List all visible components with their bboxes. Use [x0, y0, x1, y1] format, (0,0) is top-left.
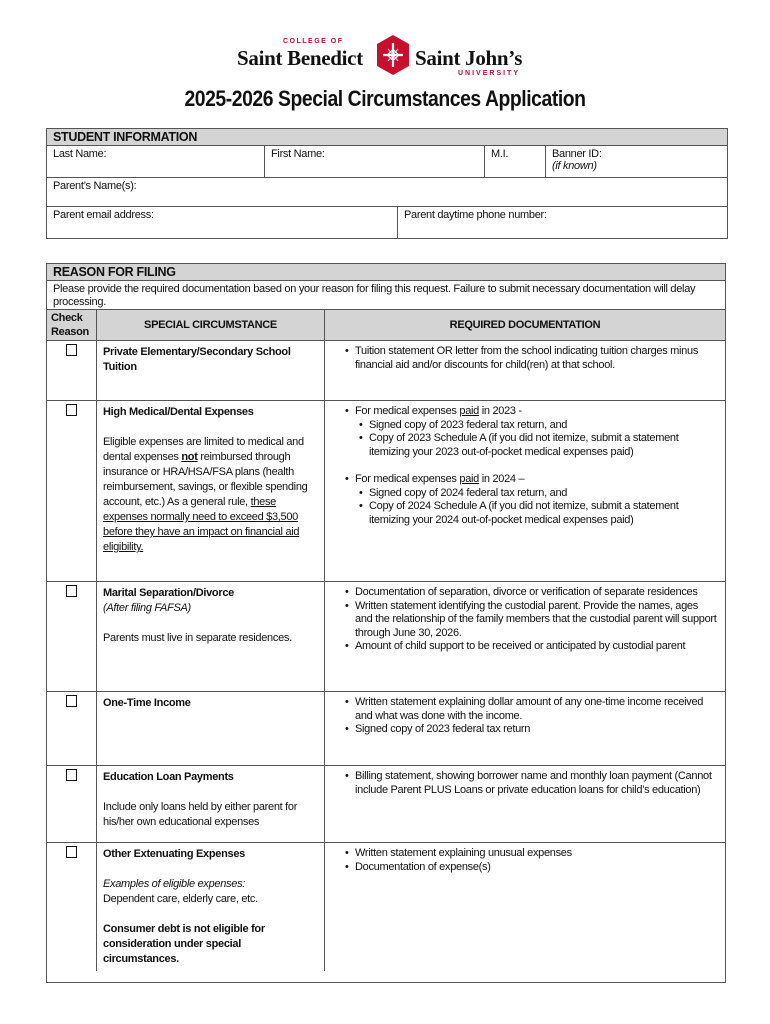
banner-id-hint: (if known) — [552, 160, 597, 172]
table-row — [47, 401, 725, 582]
table-row — [47, 692, 725, 766]
page-title: 2025-2026 Special Circumstances Application — [184, 86, 586, 111]
parents-name-row — [47, 178, 727, 207]
check-reason-header — [47, 310, 97, 340]
list-item: • Tuition statement OR letter from the school indicating tuition charges minus financial aid and/or discounts for child(ren) at that school. — [355, 345, 717, 372]
other-expenses-checkbox[interactable] — [66, 846, 77, 858]
logo — [0, 30, 770, 80]
last-name-label: Last Name: — [53, 148, 107, 160]
reason-header: REASON FOR FILING — [47, 264, 725, 281]
list-item: • Signed copy of 2024 federal tax return, and — [369, 487, 717, 501]
mi-label: M.I. — [491, 148, 509, 160]
logo-university: UNIVERSITY — [458, 70, 521, 77]
documentation-list — [345, 473, 717, 527]
circumstance-subtitle: (After filing FAFSA) — [103, 602, 191, 614]
list-item: • For medical expenses paid in 2023 - • Signed copy of 2023 federal tax return, and • Copy of 2023 Schedule A (if you did not itemize, submit a statement itemizing your 2023 out-of-pocket medical expenses paid) — [355, 405, 717, 459]
circumstance-title: Private Elementary/Secondary School Tuition — [97, 341, 325, 400]
medical-expenses-checkbox[interactable] — [66, 404, 77, 416]
examples-text: Dependent care, elderly care, etc. — [103, 893, 258, 905]
table-row — [47, 582, 725, 692]
table-row — [47, 341, 725, 401]
circumstance-description: Include only loans held by either parent for his/her own educational expenses — [103, 801, 298, 828]
student-information-header: STUDENT INFORMATION — [47, 129, 727, 146]
circumstance-title: High Medical/Dental Expenses — [103, 406, 254, 418]
parent-phone-field[interactable] — [398, 207, 727, 238]
list-item: • Documentation of expense(s) — [355, 861, 717, 875]
student-information-section — [46, 128, 728, 239]
documentation-list — [345, 586, 717, 654]
list-item: • For medical expenses paid in 2024 – • Signed copy of 2024 federal tax return, and • Copy of 2024 Schedule A (if you did not itemize, submit a statement itemizing your 2024 out-of-pocket medical expenses paid) — [355, 473, 717, 527]
documentation-list — [345, 345, 717, 372]
list-item: • Copy of 2023 Schedule A (if you did not itemize, submit a statement itemizing your 2023 out-of-pocket medical expenses paid) — [369, 432, 717, 459]
logo-college-of: COLLEGE OF — [283, 38, 344, 45]
mi-field[interactable] — [485, 146, 546, 177]
table-row — [47, 766, 725, 843]
name-row — [47, 146, 727, 178]
one-time-income-checkbox[interactable] — [66, 695, 77, 707]
list-item: • Written statement explaining unusual expenses — [355, 847, 717, 861]
documentation-list — [345, 770, 717, 797]
list-item: • Signed copy of 2023 federal tax return, and — [369, 419, 717, 433]
list-item: • Copy of 2024 Schedule A (if you did not itemize, submit a statement itemizing your 2024 out-of-pocket medical expenses paid) — [369, 500, 717, 527]
list-item: • Billing statement, showing borrower name and monthly loan payment (Cannot include Parent PLUS Loans or private education loans for child’s education) — [355, 770, 717, 797]
required-documentation-header: REQUIRED DOCUMENTATION — [449, 319, 601, 331]
education-loan-checkbox[interactable] — [66, 769, 77, 781]
examples-label: Examples of eligible expenses: — [103, 878, 246, 890]
list-item: • Amount of child support to be received or anticipated by custodial parent — [355, 640, 717, 654]
marital-separation-checkbox[interactable] — [66, 585, 77, 597]
table-row — [47, 843, 725, 971]
consumer-debt-note: Consumer debt is not eligible for consideration under special circumstances. — [103, 923, 265, 965]
check-header-line1: Check — [51, 312, 83, 324]
reason-for-filing-section — [46, 263, 726, 983]
private-tuition-checkbox[interactable] — [66, 344, 77, 356]
circumstance-title: Marital Separation/Divorce — [103, 587, 234, 599]
banner-id-field[interactable] — [546, 146, 727, 177]
parent-contact-row — [47, 207, 727, 238]
list-item: • Signed copy of 2023 federal tax return — [355, 723, 717, 737]
list-item: • Documentation of separation, divorce or verification of separate residences — [355, 586, 717, 600]
documentation-list — [345, 847, 717, 874]
shield-cross-icon — [375, 34, 411, 76]
documentation-list — [345, 696, 717, 737]
reason-intro: Please provide the required documentation based on your reason for filing this request. Failure to submit necessary documentation will delay processing. — [47, 281, 725, 310]
list-item: • Written statement explaining dollar amount of any one-time income received and what was done with the income. — [355, 696, 717, 723]
circumstance-title: Education Loan Payments — [103, 771, 234, 783]
first-name-field[interactable] — [265, 146, 485, 177]
last-name-field[interactable] — [47, 146, 265, 177]
logo-saint-johns: Saint John’s — [415, 46, 523, 70]
first-name-label: First Name: — [271, 148, 325, 160]
banner-id-label: Banner ID: — [552, 148, 602, 160]
special-circumstance-header: SPECIAL CIRCUMSTANCE — [97, 310, 325, 340]
check-header-line2: Reason — [51, 326, 89, 338]
table-header — [47, 310, 725, 341]
circumstance-title: Other Extenuating Expenses — [103, 848, 245, 860]
circumstance-description: Parents must live in separate residences. — [103, 632, 292, 644]
parents-name-field[interactable] — [47, 178, 727, 206]
parent-email-label: Parent email address: — [53, 209, 154, 221]
parent-phone-label: Parent daytime phone number: — [404, 209, 547, 221]
logo-saint-benedict: Saint Benedict — [237, 46, 363, 70]
list-item: • Written statement identifying the custodial parent. Provide the names, ages and the relationship of the family members that the custodial parent will support through June 30, 2026. — [355, 600, 717, 641]
parents-name-label: Parent’s Name(s): — [53, 180, 137, 192]
parent-email-field[interactable] — [47, 207, 398, 238]
documentation-list — [345, 405, 717, 459]
circumstance-description: Eligible expenses are limited to medical and dental expenses not reimbursed through insurance or HRA/HSA/FSA plans (health reimbursement, savings, or flexible spending account, etc.) As a general rule, these expenses normally need to exceed $3,500 before they have an impact on financial aid eligibility. — [103, 436, 308, 553]
circumstance-title: One-Time Income — [97, 692, 325, 765]
